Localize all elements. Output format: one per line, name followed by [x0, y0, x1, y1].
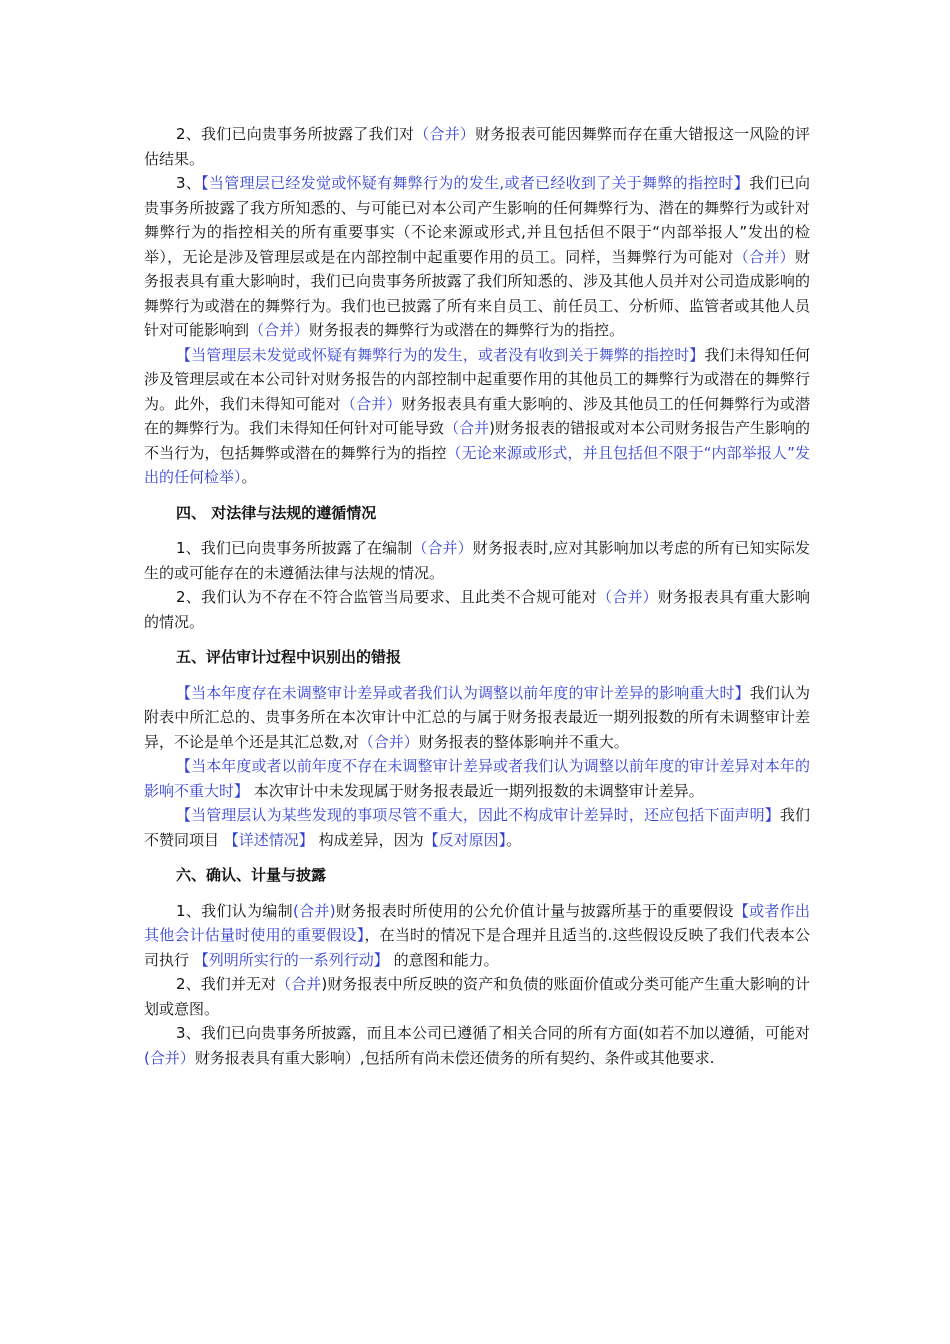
consolidated-note: （合并） — [414, 125, 476, 143]
placeholder-details: 【详述情况】 — [223, 830, 314, 849]
placeholder-reason: 【反对原因】 — [423, 830, 507, 849]
paragraph-contracts: 3、我们已向贵事务所披露，而且本公司已遵循了相关合同的所有方面(如若不加以遵循，可能对(合并）财务报表具有重大影响）,包括所有尚未偿还债务的所有契约、条件或其他要求. — [144, 1024, 810, 1067]
consolidated-note: （合并） — [249, 321, 310, 339]
conditional-note: 【或者作出其他会计估量时使用的重要假设】 — [144, 901, 810, 944]
conditional-note: 【当本年度或者以前年度不存在未调整审计差异或者我们认为调整以前年度的审计差异对本年的影响不重大时】 — [144, 757, 810, 800]
paragraph-fair-value: 1、我们认为编制(合并)财务报表时所使用的公允价值计量与披露所基于的重要假设【或者作出其他会计估量时使用的重要假设】，在当时的情况下是合理并且适当的.这些假设反映了我们代表本公司执行 【列明所实行的一系列行动】 的意图和能力。 — [144, 901, 810, 969]
consolidated-note: （合并） — [412, 539, 473, 557]
conditional-note: 【当本年度存在未调整审计差异或者我们认为调整以前年度的审计差异的影响重大时】 — [176, 683, 750, 702]
paragraph-laws-compliance: 2、我们认为不存在不符合监管当局要求、且此类不合规可能对（合并）财务报表具有重大影响的情况。 — [144, 588, 810, 631]
paragraph-no-plans: 2、我们并无对（合并)财务报表中所反映的资产和负债的账面价值或分类可能产生重大影响的计划或意图。 — [144, 975, 810, 1018]
conditional-note: 【当管理层未发觉或怀疑有舞弊行为的发生，或者没有收到关于舞弊的指控时】 — [176, 345, 705, 364]
paragraph-fraud-risk-assessment: 2、我们已向贵事务所披露了我们对（合并）财务报表可能因舞弊而存在重大错报这一风险的评估结果。 — [144, 125, 810, 168]
section-heading-laws: 四、 对法律与法规的遵循情况 — [176, 503, 377, 522]
consolidated-note: （合并） — [596, 588, 658, 606]
placeholder-actions: 【列明所实行的一系列行动】 — [193, 950, 389, 969]
paragraph-fraud-unknown: 【当管理层未发觉或怀疑有舞弊行为的发生，或者没有收到关于舞弊的指控时】我们未得知任何涉及管理层或在本公司针对财务报告的内部控制中起重要作用的其他员工的舞弊行为或潜在的舞弊行为。此外，我们未得知可能对（合并）财务报表具有重大影响的、涉及其他员工的任何舞弊行为或潜在的舞弊行为。我们未得知任何针对可能导致（合并)财务报表的错报或对本公司财务报告产生影响的不当行为，包括舞弊或潜在的舞弊行为的指控（无论来源或形式，并且包括但不限于“内部举报人”发出的任何检举）。 — [144, 345, 810, 486]
paragraph-disagreement: 【当管理层认为某些发现的事项尽管不重大，因此不构成审计差异时，还应包括下面声明】我们不赞同项目 【详述情况】 构成差异，因为【反对原因】。 — [144, 806, 810, 849]
paragraph-laws-disclosure: 1、我们已向贵事务所披露了在编制（合并）财务报表时,应对其影响加以考虑的所有已知实际发生的或可能存在的未遵循法律与法规的情况。 — [144, 539, 810, 582]
consolidated-note: （合并 — [444, 419, 490, 437]
section-heading-measurement: 六、确认、计量与披露 — [176, 866, 327, 884]
document-page — [144, 122, 810, 1070]
consolidated-note: （合并） — [340, 394, 402, 413]
paragraph-no-unadjusted-differences: 【当本年度或者以前年度不存在未调整审计差异或者我们认为调整以前年度的审计差异对本年的影响不重大时】 本次审计中未发现属于财务报表最近一期列报数的未调整审计差异。 — [144, 757, 810, 800]
consolidated-note: （合并） — [358, 732, 419, 751]
section-heading-misstatements: 五、评估审计过程中识别出的错报 — [176, 648, 402, 666]
paragraph-unadjusted-differences: 【当本年度存在未调整审计差异或者我们认为调整以前年度的审计差异的影响重大时】我们认为附表中所汇总的、贵事务所在本次审计中汇总的与属于财务报表最近一期列报数的所有未调整审计差异，不论是单个还是其汇总数,对（合并）财务报表的整体影响并不重大。 — [144, 683, 810, 751]
consolidated-note: (合并） — [144, 1048, 195, 1067]
conditional-note: 【当管理层已经发觉或怀疑有舞弊行为的发生,或者已经收到了关于舞弊的指控时】 — [201, 174, 750, 192]
consolidated-note: （合并） — [733, 247, 795, 266]
consolidated-note: (合并) — [292, 901, 336, 920]
paragraph-fraud-known: 3、【当管理层已经发觉或怀疑有舞弊行为的发生,或者已经收到了关于舞弊的指控时】我们已向贵事务所披露了我方所知悉的、与可能已对本公司产生影响的任何舞弊行为、潜在的舞弊行为或针对舞弊行为的指控相关的所有重要事实（不论来源或形式,并且包括但不限于“内部举报人”发出的检举），无论是涉及管理层或是在内部控制中起重要作用的员工。同样，当舞弊行为可能对（合并）财务报表具有重大影响时，我们已向贵事务所披露了我们所知悉的、涉及其他人员并对公司造成影响的舞弊行为或潜在的舞弊行为。我们也已披露了所有来自员工、前任员工、分析师、监管者或其他人员针对可能影响到（合并）财务报表的舞弊行为或潜在的舞弊行为的指控。 — [144, 174, 810, 339]
consolidated-note: （合并 — [276, 975, 322, 993]
conditional-note: （无论来源或形式，并且包括但不限于“内部举报人”发出的任何检举） — [144, 443, 810, 486]
conditional-note: 【当管理层认为某些发现的事项尽管不重大，因此不构成审计差异时，还应包括下面声明】 — [176, 806, 780, 824]
